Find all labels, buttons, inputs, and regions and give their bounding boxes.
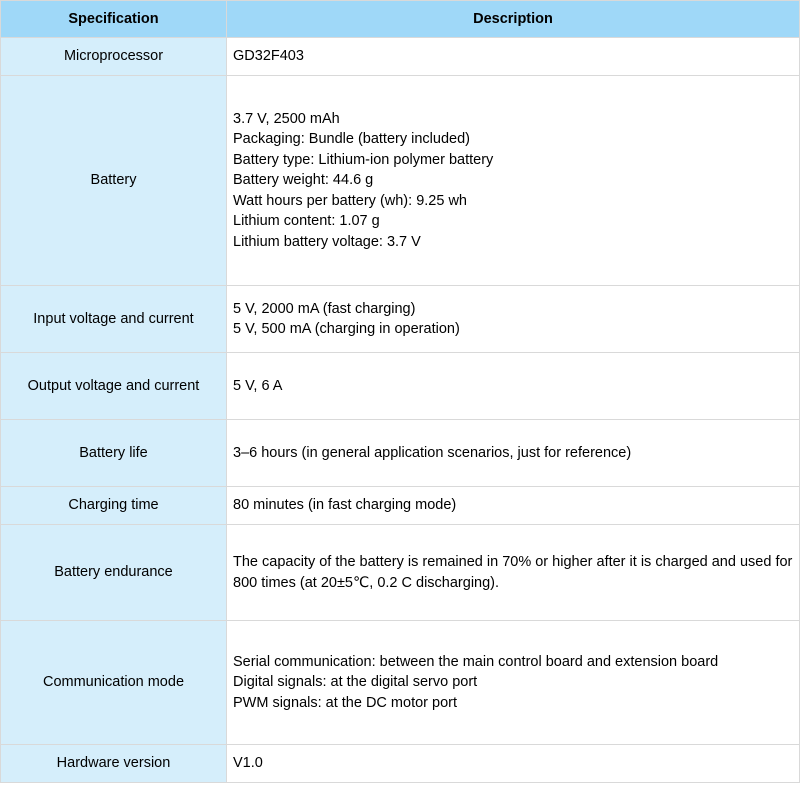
- spec-cell: Input voltage and current: [1, 286, 227, 353]
- desc-cell: [227, 487, 800, 525]
- spec-cell: Battery life: [1, 420, 227, 487]
- table-body: [1, 38, 800, 783]
- table-row: [1, 487, 800, 525]
- desc-line: Packaging: Bundle (battery included): [233, 131, 470, 148]
- table-row: [1, 286, 800, 353]
- spec-cell: Microprocessor: [1, 38, 227, 76]
- table-row: [1, 525, 800, 621]
- desc-line: Lithium content: 1.07 g: [233, 213, 380, 230]
- desc-line: 5 V, 500 mA (charging in operation): [233, 321, 460, 337]
- table-row: [1, 76, 800, 286]
- desc-line: PWM signals: at the DC motor port: [233, 694, 458, 711]
- spec-cell: Hardware version: [1, 745, 227, 783]
- desc-cell: [227, 420, 800, 487]
- desc-line: 3.7 V, 2500 mAh: [233, 110, 340, 127]
- desc-cell: [227, 745, 800, 783]
- desc-line: V1.0: [233, 755, 263, 772]
- desc-line: 5 V, 2000 mA (fast charging): [233, 300, 416, 317]
- desc-line: GD32F403: [233, 48, 304, 65]
- desc-line: Lithium battery voltage: 3.7 V: [233, 233, 421, 250]
- desc-cell: [227, 621, 800, 745]
- desc-line: 80 minutes (in fast charging mode): [233, 497, 457, 514]
- desc-cell: [227, 286, 800, 353]
- desc-line: Watt hours per battery (wh): 9.25 wh: [233, 192, 467, 209]
- table-row: [1, 420, 800, 487]
- desc-line: Digital signals: at the digital servo port: [233, 674, 478, 691]
- spec-cell: Battery: [1, 76, 227, 286]
- desc-line: Battery type: Lithium-ion polymer battery: [233, 151, 494, 168]
- desc-cell: [227, 525, 800, 621]
- spec-cell: Output voltage and current: [1, 353, 227, 420]
- spec-cell: Communication mode: [1, 621, 227, 745]
- desc-cell: [227, 76, 800, 286]
- desc-line: Serial communication: between the main control board and extension board: [233, 653, 719, 670]
- desc-line: Battery weight: 44.6 g: [233, 172, 374, 189]
- table-row: [1, 353, 800, 420]
- desc-cell: [227, 353, 800, 420]
- spec-cell: Charging time: [1, 487, 227, 525]
- desc-cell: [227, 38, 800, 76]
- header-description: Description: [227, 1, 800, 38]
- desc-line: 5 V, 6 A: [233, 377, 283, 394]
- table-header: [1, 1, 800, 38]
- header-specification: Specification: [1, 1, 227, 38]
- spec-cell: Battery endurance: [1, 525, 227, 621]
- desc-line: 3–6 hours (in general application scenarios, just for reference): [233, 444, 632, 461]
- desc-line: The capacity of the battery is remained in 70% or higher after it is charged and used for 800 times (at 20±5℃, 0.2 C discharging).: [233, 554, 793, 591]
- table-row: [1, 745, 800, 783]
- header-row: [1, 1, 800, 38]
- table-row: [1, 38, 800, 76]
- table-row: [1, 621, 800, 745]
